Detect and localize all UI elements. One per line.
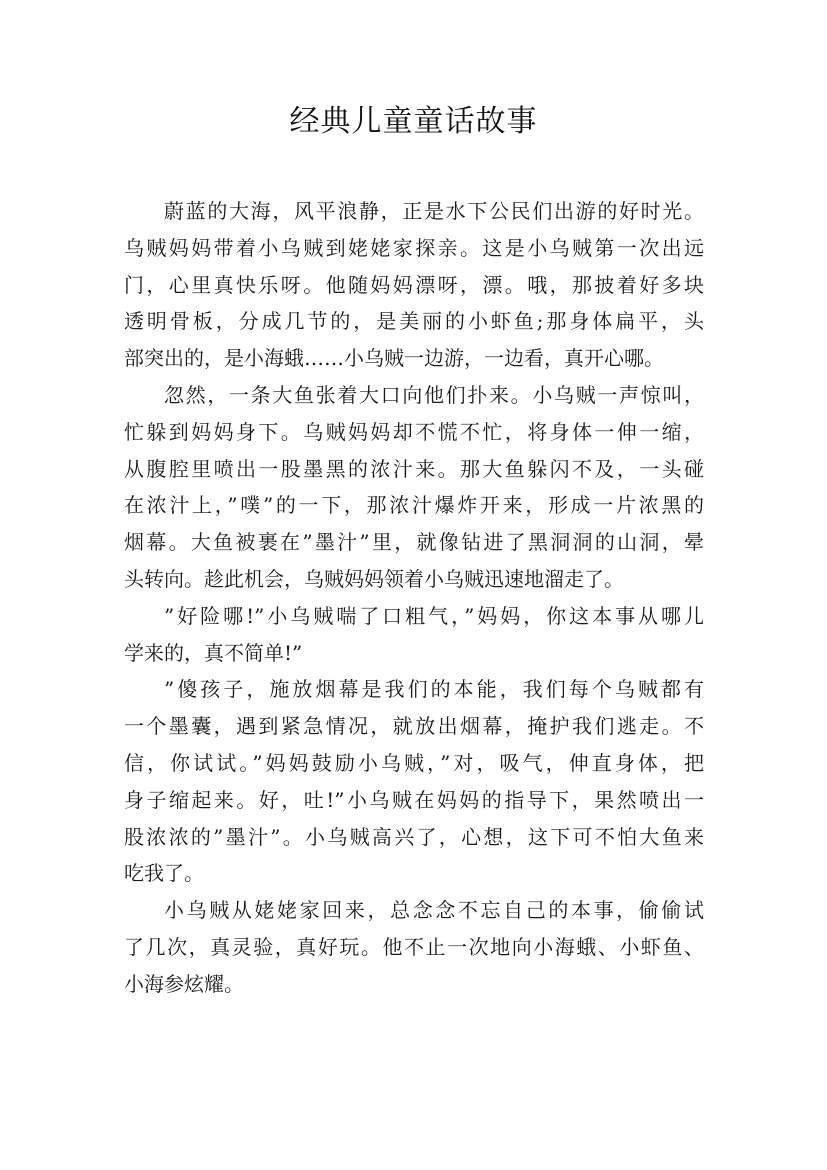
story-line: 忙躲到妈妈身下。乌贼妈妈却不慌不忙，将身体一伸一缩，: [124, 419, 704, 444]
story-line: 吃我了。: [124, 861, 204, 886]
story-line: 身子缩起来。好，吐!”小乌贼在妈妈的指导下，果然喷出一: [124, 787, 704, 812]
story-line: 从腹腔里喷出一股墨黑的浓汁来。那大鱼躲闪不及，一头碰: [124, 456, 704, 481]
story-line: 了几次，真灵验，真好玩。他不止一次地向小海蛾、小虾鱼、: [124, 934, 704, 959]
story-line: 学来的，真不简单!”: [124, 640, 303, 665]
story-line: 蔚蓝的大海，风平浪静，正是水下公民们出游的好时光。: [164, 199, 704, 223]
story-line: 小乌贼从姥姥家回来，总念念不忘自己的本事，偷偷试: [164, 898, 704, 923]
story-line: 烟幕。大鱼被裹在”墨汁”里，就像钻进了黑洞洞的山洞，晕: [124, 530, 704, 555]
story-line: 忽然，一条大鱼张着大口向他们扑来。小乌贼一声惊叫，: [164, 382, 704, 407]
document-title: 经典儿童童话故事: [289, 104, 538, 139]
story-line: 股浓浓的”墨汁”。小乌贼高兴了，心想，这下可不怕大鱼来: [124, 824, 704, 849]
story-line: 在浓汁上，”噗”的一下，那浓汁爆炸开来，形成一片浓黑的: [124, 493, 704, 518]
story-line: 信，你试试。”妈妈鼓励小乌贼，”对，吸气，伸直身体，把: [124, 750, 704, 775]
story-line: 小海参炫耀。: [124, 971, 244, 996]
story-line: ”好险哪!”小乌贼喘了口粗气，”妈妈，你这本事从哪儿: [164, 603, 704, 628]
story-line: 头转向。趁此机会，乌贼妈妈领着小乌贼迅速地溜走了。: [124, 566, 624, 591]
story-line: 透明骨板，分成几节的，是美丽的小虾鱼;那身体扁平，头: [124, 309, 704, 334]
story-line: 门，心里真快乐呀。他随妈妈漂呀，漂。哦，那披着好多块: [124, 272, 704, 297]
story-line: 部突出的，是小海蛾……小乌贼一边游，一边看，真开心哪。: [124, 346, 664, 371]
story-body: [124, 193, 704, 1003]
story-line: ”傻孩子，施放烟幕是我们的本能，我们每个乌贼都有: [164, 677, 704, 702]
story-line: 乌贼妈妈带着小乌贼到姥姥家探亲。这是小乌贼第一次出远: [124, 235, 704, 260]
story-line: 一个墨囊，遇到紧急情况，就放出烟幕，掩护我们逃走。不: [124, 714, 704, 739]
